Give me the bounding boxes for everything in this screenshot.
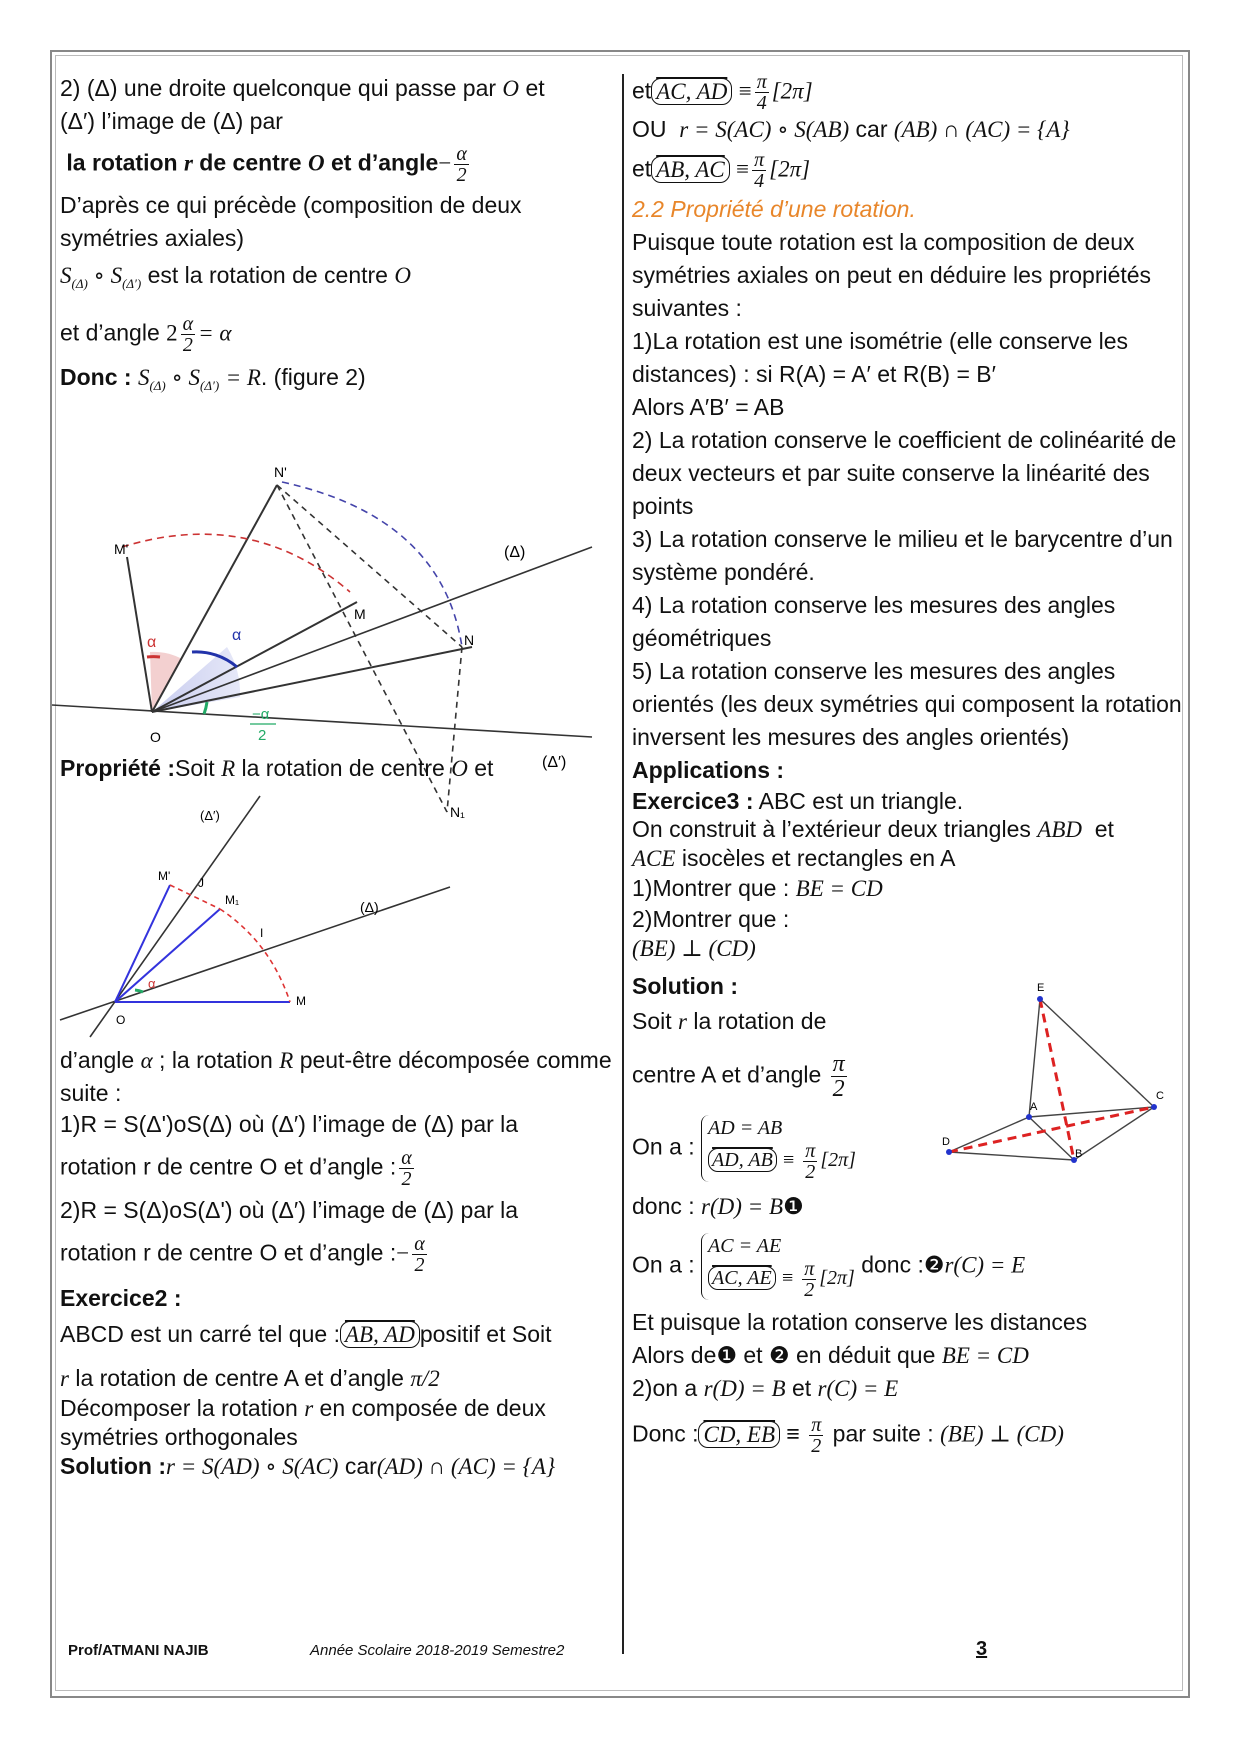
point-E xyxy=(1037,996,1043,1002)
text: et xyxy=(632,155,652,182)
math-R: R xyxy=(221,756,236,781)
left-prop xyxy=(60,752,615,785)
math-r: r xyxy=(678,1009,687,1034)
vector: AB, AD xyxy=(344,1322,415,1347)
text: et xyxy=(632,77,652,104)
dashed-N1N xyxy=(277,485,462,647)
text: positif et Soit xyxy=(419,1321,552,1347)
label-A: A xyxy=(1030,1101,1038,1113)
text: rotation r de centre O et d’angle : xyxy=(60,1239,397,1266)
ex2-title: Exercice2 : xyxy=(60,1285,182,1311)
text: d’angle xyxy=(60,1047,135,1073)
fraction: $\frac{\pi}{2}$ xyxy=(805,1140,816,1183)
math: = α xyxy=(198,320,232,346)
text: Soit xyxy=(175,755,215,781)
left-column xyxy=(60,72,615,1479)
label: Donc : xyxy=(60,364,132,390)
segment-AC xyxy=(1029,1107,1154,1117)
math-O: O xyxy=(502,76,520,101)
fraction: $\frac{\pi}{4}$ xyxy=(754,149,765,192)
left-p8 xyxy=(60,1044,615,1110)
math: r(C) = E xyxy=(817,1376,899,1401)
ex3-line3 xyxy=(632,844,1182,873)
label-O: O xyxy=(116,1013,126,1027)
math: [2π] xyxy=(819,1267,855,1290)
label-N: N xyxy=(464,632,475,648)
angle-arc-green xyxy=(204,702,207,714)
text: 2)on a xyxy=(632,1375,698,1401)
left-p7: Donc : $S_{(\Delta)}$ ∘ $S_{(\Delta')} = R$. (figure 2) xyxy=(60,364,366,393)
text: la rotation de centre xyxy=(241,755,445,781)
s9: Donc : CD, EB ≡ $\frac{\pi}{2}$ par suite : (BE) ⊥ (CD) xyxy=(632,1414,1064,1457)
text: Soit xyxy=(632,1008,672,1034)
left-p2: (Δ′) l’image de (Δ) par xyxy=(60,108,283,134)
math: [2π] xyxy=(820,1149,856,1172)
text: Décomposer la rotation xyxy=(60,1395,298,1421)
math: AC = AE xyxy=(708,1235,782,1257)
math: BE = CD xyxy=(795,876,883,901)
text: isocèles et rectangles en A xyxy=(681,845,956,871)
text: ; la rotation xyxy=(159,1047,273,1073)
fraction: $\frac{\pi}{2}$ xyxy=(811,1414,822,1457)
left-p4: D’après ce qui précède (composition de deux symétries axiales) xyxy=(60,192,522,251)
line-delta xyxy=(152,547,592,712)
vector: CD, EB xyxy=(703,1421,776,1447)
math-r: r xyxy=(304,1396,314,1421)
segment-DB xyxy=(949,1152,1074,1160)
point-C xyxy=(1151,1104,1157,1110)
label-half-two: 2 xyxy=(258,727,267,744)
q1 xyxy=(632,873,1182,904)
ex2-line2 xyxy=(60,1362,615,1395)
section-title: 2.2 Propriété d’une rotation. xyxy=(632,196,916,222)
left-p12: rotation r de centre O et d’angle :− $\frac{\alpha}{2}$ xyxy=(60,1233,425,1276)
math: r = S(AD) ∘ S(AC) xyxy=(166,1454,339,1479)
segment-EA xyxy=(1029,999,1040,1117)
s6: Et puisque la rotation conserve les distances xyxy=(632,1309,1088,1335)
text: ABC est un triangle. xyxy=(758,788,964,814)
left-p11: 2)R = S(Δ)oS(Δ') où (Δ′) l’image de (Δ) par la xyxy=(60,1197,519,1223)
ex2-line3 xyxy=(60,1394,615,1451)
text: donc :❷ xyxy=(861,1251,945,1278)
s8 xyxy=(632,1372,1182,1405)
label-J: J xyxy=(198,876,204,890)
math-O: O xyxy=(394,263,411,288)
label-D: D xyxy=(942,1136,950,1148)
math: r = S(AC) ∘ S(AB) xyxy=(679,117,850,142)
r3 xyxy=(632,150,1182,191)
text: par suite : xyxy=(832,1420,934,1447)
text: Donc : xyxy=(632,1420,699,1447)
vector: AB, AC xyxy=(656,156,725,182)
vector: AC, AE xyxy=(712,1267,772,1290)
s5 xyxy=(632,1233,1182,1300)
text: la rotation de centre A et d’angle xyxy=(75,1365,404,1391)
system-brace: AD = AB AD, AB ≡ $\frac{\pi}{2}$ [2π] xyxy=(701,1115,856,1182)
text: et d’angle xyxy=(330,149,439,176)
vector: AC, AD xyxy=(656,78,728,104)
t6: 4) La rotation conserve les mesures des angles géométriques xyxy=(632,592,1116,651)
label-M: M xyxy=(296,994,306,1008)
label-I: I xyxy=(260,926,264,940)
text: ABCD est un carré tel que : xyxy=(60,1321,340,1347)
math-angle: π/2 xyxy=(410,1366,440,1391)
r1 xyxy=(632,72,1182,113)
label-Mp: M' xyxy=(158,869,171,883)
math: ≡ xyxy=(738,78,752,104)
label-B: B xyxy=(1075,1148,1083,1160)
math: r(D) = B xyxy=(701,1194,783,1219)
label-delta-prime: (Δ′) xyxy=(542,754,567,771)
label-alpha-red: α xyxy=(147,634,157,651)
math: AD = AB xyxy=(708,1117,783,1139)
text: On a : xyxy=(632,1251,695,1278)
left-p5: $S_{(\Delta)}$ ∘ $S_{(\Delta')}$ est la rotation de centre O xyxy=(60,262,411,291)
label-N1: N' xyxy=(274,464,287,480)
fraction: $\frac{\alpha}{2}$ xyxy=(414,1233,425,1276)
t1: Puisque toute rotation est la composition de deux symétries axiales on peut en déduire les propriétés suivantes : xyxy=(632,229,1152,321)
t2: 1)La rotation est une isométrie (elle conserve les distances) : si R(A) = A′ et R(B) = B′ xyxy=(632,328,1129,387)
math: (BE) ⊥ (CD) xyxy=(940,1421,1064,1447)
figure-4 xyxy=(932,977,1172,1177)
text: et xyxy=(791,1375,812,1401)
system-brace: AC = AE AC, AE ≡ $\frac{\pi}{2}$ [2π] xyxy=(701,1233,855,1300)
label-E: E xyxy=(1037,982,1045,994)
text: OU xyxy=(632,116,667,142)
text: On a : xyxy=(632,1133,695,1160)
label-M: M xyxy=(354,606,366,622)
q2: 2)Montrer que : xyxy=(632,906,790,932)
math: BE = CD xyxy=(941,1343,1029,1368)
math-r: r xyxy=(183,150,193,176)
t4: 2) La rotation conserve le coefficient de colinéarité de deux vecteurs et par suite conserve la linéarité des points xyxy=(632,427,1177,519)
segment-EC xyxy=(1040,999,1154,1107)
fraction: $\frac{\pi}{4}$ xyxy=(756,71,767,114)
ex3-line2 xyxy=(632,815,1182,844)
text: car xyxy=(855,116,888,142)
label-delta-prime: (Δ′) xyxy=(200,808,220,823)
point-D xyxy=(946,1149,952,1155)
t7: 5) La rotation conserve les mesures des angles orientés (les deux symétries qui composent la rotation inversent les mesures des angles orientés) xyxy=(632,658,1182,750)
text: la rotation de xyxy=(693,1008,827,1034)
text: 2) (Δ) une droite quelconque qui passe par xyxy=(60,75,497,101)
text: et xyxy=(525,75,545,101)
math: (AD) ∩ (AC) = {A} xyxy=(376,1454,556,1479)
segment-DC xyxy=(949,1107,1154,1152)
left-p1 xyxy=(60,72,615,105)
label-delta: (Δ) xyxy=(504,544,526,561)
point-A xyxy=(1026,1114,1032,1120)
segment-OM1 xyxy=(115,909,220,1002)
math-r: r xyxy=(60,1366,69,1391)
text: et xyxy=(474,755,494,781)
label-C: C xyxy=(1156,1090,1164,1102)
dashed-arc xyxy=(220,909,290,1002)
left-p3: la rotation r de centre O et d’angle− $\frac{\alpha}{2}$ xyxy=(66,143,467,186)
fraction: $\frac{\alpha}{2}$ xyxy=(182,313,194,356)
text: donc : xyxy=(632,1193,695,1219)
text: Alors de❶ et ❷ en déduit que xyxy=(632,1342,936,1368)
text: 1)Montrer que : xyxy=(632,875,790,901)
footer-year: Année Scolaire 2018-2019 Semestre2 xyxy=(310,1642,565,1659)
text: et xyxy=(1094,816,1114,842)
text: et d’angle xyxy=(60,319,160,346)
math: r(D) = B xyxy=(703,1376,786,1401)
text: est la rotation de centre xyxy=(147,262,388,288)
segment-EB xyxy=(1040,999,1074,1160)
text: car xyxy=(344,1453,377,1479)
arc-red xyxy=(122,534,350,592)
math-O: O xyxy=(451,756,468,781)
label: Propriété : xyxy=(60,755,176,781)
math: ≡ xyxy=(736,156,750,182)
left-p6 xyxy=(60,314,615,355)
solution-title: Solution : xyxy=(632,973,739,999)
math: ABD xyxy=(1037,817,1082,842)
figure-3 xyxy=(60,792,480,1032)
math: = R xyxy=(225,365,261,390)
fraction: $\frac{\pi}{2}$ xyxy=(804,1258,815,1301)
math-alpha: α xyxy=(140,1048,153,1073)
label-alpha-blue: α xyxy=(232,627,242,644)
marker: ❶ xyxy=(783,1193,804,1219)
math-R: R xyxy=(279,1048,294,1073)
math: (AB) ∩ (AC) = {A} xyxy=(893,117,1070,142)
r2 xyxy=(632,113,1182,146)
math: 2 xyxy=(166,320,178,346)
label-alpha: α xyxy=(148,976,156,991)
t3: Alors A′B′ = AB xyxy=(632,394,785,420)
text: de centre xyxy=(199,149,302,176)
column-divider xyxy=(622,74,624,1654)
segment-OMp xyxy=(115,885,170,1002)
page-number: 3 xyxy=(976,1638,988,1660)
label-delta: (Δ) xyxy=(360,899,379,915)
text: la rotation xyxy=(66,149,178,176)
ex3-intro xyxy=(632,787,1182,815)
label-Nn: N₁ xyxy=(450,804,465,820)
s4 xyxy=(632,1190,1182,1223)
text: rotation r de centre O et d’angle : xyxy=(60,1153,397,1180)
t5: 3) La rotation conserve le milieu et le barycentre d’un système pondéré. xyxy=(632,526,1173,585)
label-half-alpha: −α xyxy=(252,706,270,723)
left-p10 xyxy=(60,1148,615,1189)
fraction: $\frac{\pi}{2}$ xyxy=(832,1051,845,1102)
text: en composée de deux symétries orthogonales xyxy=(60,1395,546,1450)
text: peut-être décomposée comme suite : xyxy=(60,1047,612,1106)
label-M1: M₁ xyxy=(225,893,240,907)
s7 xyxy=(632,1339,1182,1372)
text: On construit à l’extérieur deux triangles xyxy=(632,816,1031,842)
label-O: O xyxy=(150,729,161,745)
fraction: $\frac{\alpha}{2}$ xyxy=(401,1147,412,1190)
label: Exercice3 : xyxy=(632,788,754,814)
footer-author: Prof/ATMANI NAJIB xyxy=(68,1642,209,1659)
math: ACE xyxy=(632,846,676,871)
fraction: $\frac{\alpha}{2}$ xyxy=(456,143,467,186)
label-M1: M' xyxy=(114,541,129,557)
left-p9: 1)R = S(Δ')oS(Δ) où (Δ′) l’image de (Δ) par la xyxy=(60,1111,519,1137)
q2-math: (BE) ⊥ (CD) xyxy=(632,936,756,961)
vector: AD, AB xyxy=(712,1149,773,1172)
math: [2π] xyxy=(769,156,811,182)
text: . (figure 2) xyxy=(260,364,366,390)
math-O: O xyxy=(307,150,325,176)
angle-mark xyxy=(135,990,143,992)
text: centre A et d’angle xyxy=(632,1061,822,1088)
arc-blue xyxy=(282,482,462,647)
math: [2π] xyxy=(771,78,813,104)
ex2-line1 xyxy=(60,1318,620,1351)
ex2-solution xyxy=(60,1450,620,1483)
math: r(C) = E xyxy=(944,1252,1026,1278)
right-column xyxy=(632,72,1182,1456)
line-delta-prime xyxy=(52,705,592,737)
applications-title: Applications : xyxy=(632,757,785,783)
segment-AD xyxy=(949,1117,1029,1152)
label: Solution : xyxy=(60,1453,167,1479)
